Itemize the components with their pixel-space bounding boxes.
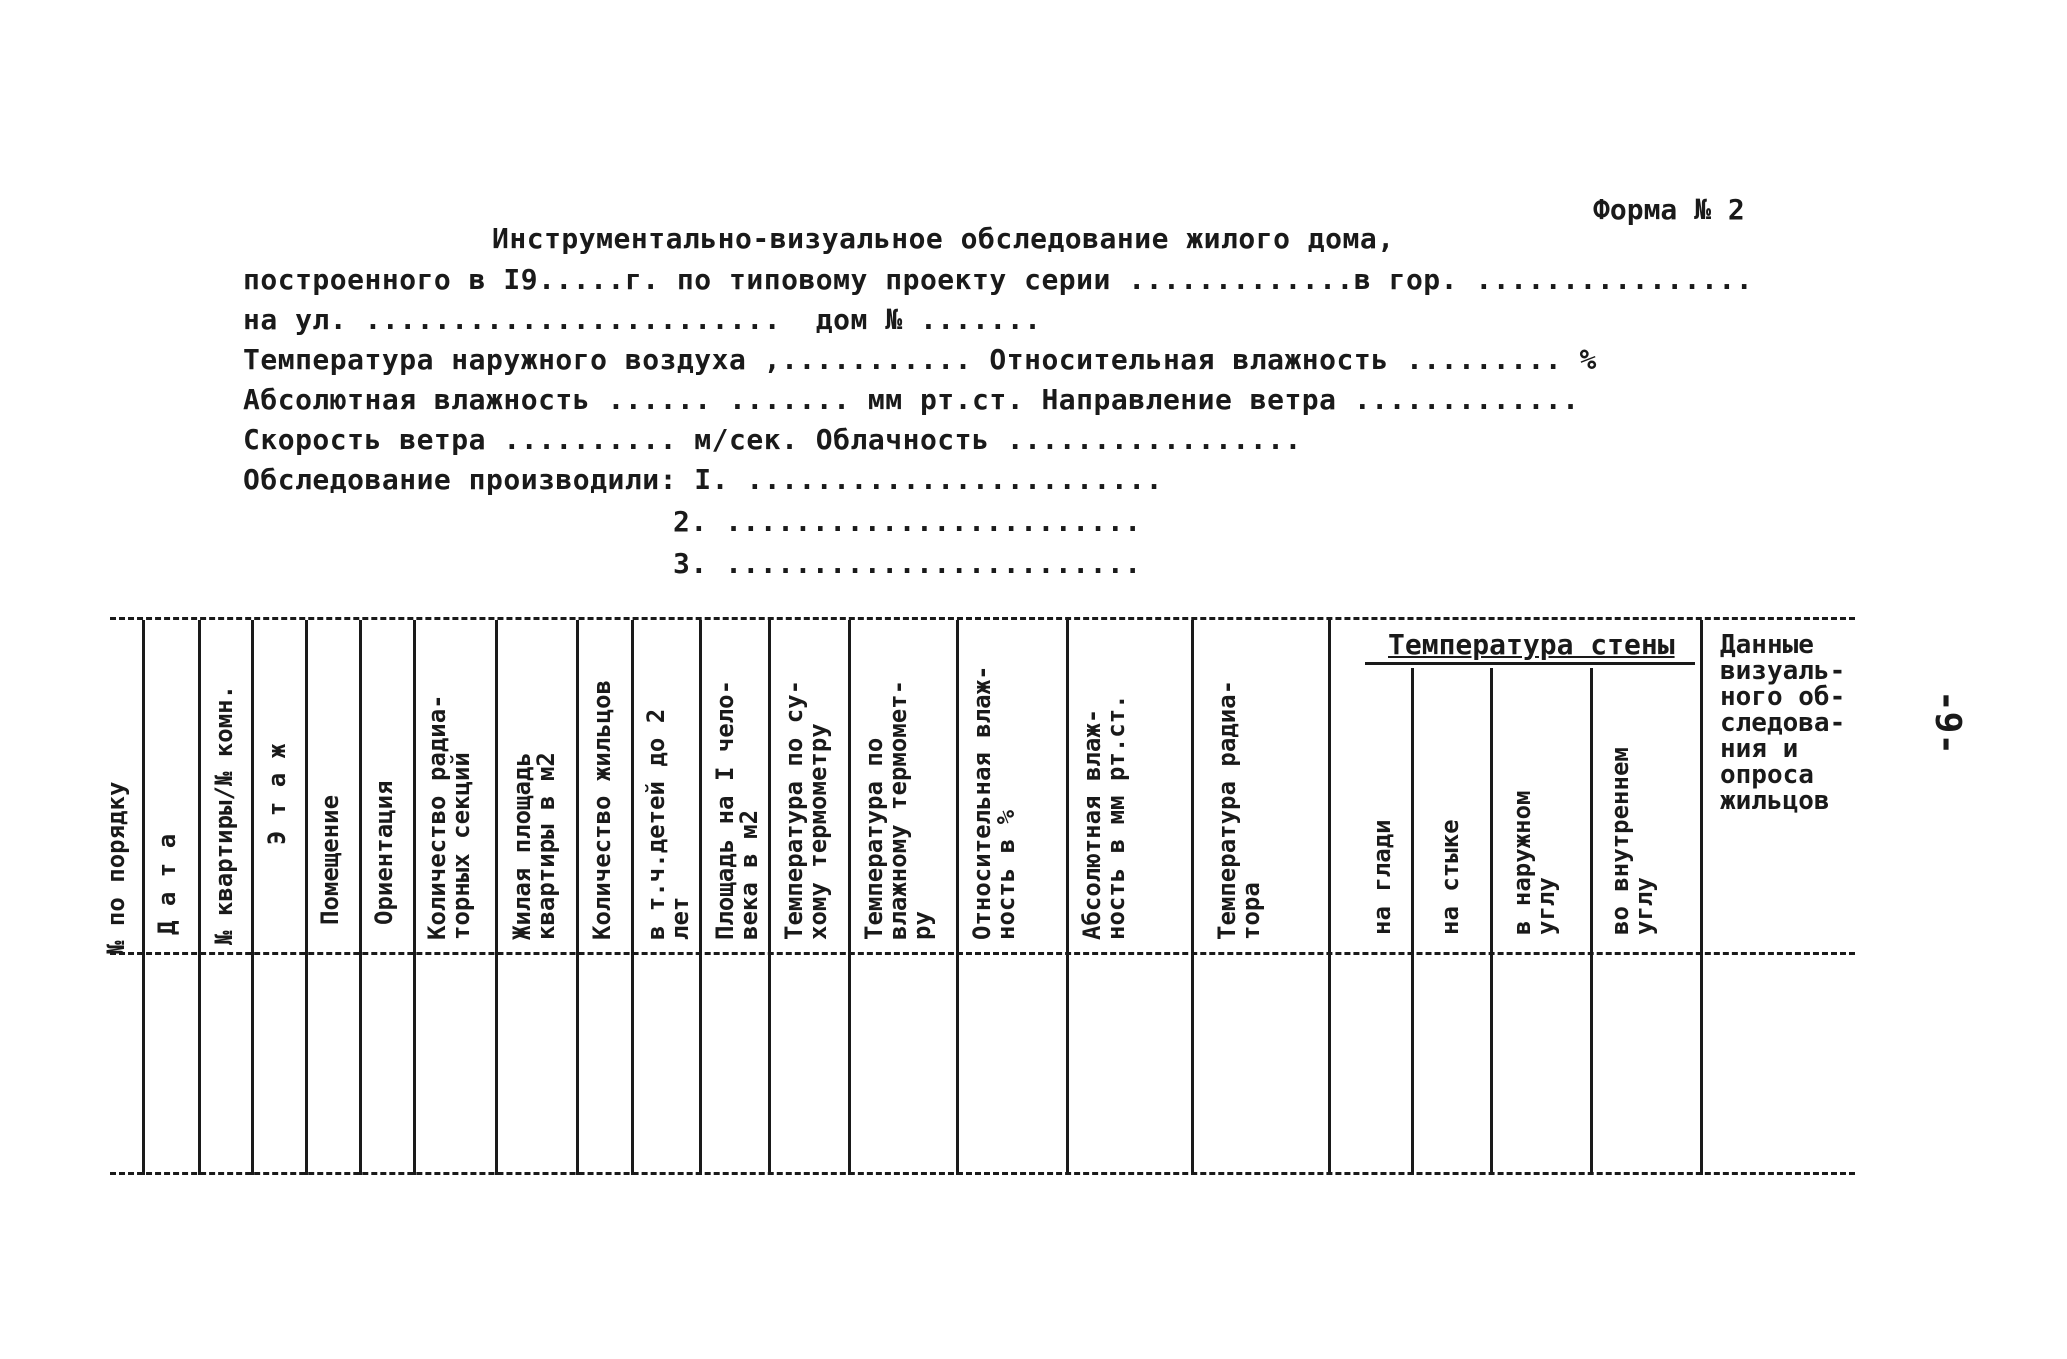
col-header-apartment-room: № квартиры/№ комн. [210, 684, 238, 945]
col-header-wall-surface: на глади [1368, 819, 1396, 935]
col-sep [768, 620, 771, 1175]
col-sep [413, 620, 416, 1175]
col-sep [1700, 620, 1703, 1175]
col-header-wall-inner-corner: во внутреннем углу [1606, 747, 1658, 935]
col-sep [1066, 620, 1069, 1175]
col-header-living-area: Жилая площадь квартиры в м2 [508, 752, 560, 940]
col-header-area-per-person: Площадь на I чело- века в м2 [711, 679, 763, 940]
col-header-relative-humidity: Относительная влаж- ность в % [968, 665, 1020, 940]
table-top-rule [110, 617, 1855, 620]
col-sep [1590, 668, 1593, 1175]
col-header-order: № по порядку [102, 781, 130, 955]
col-sep [359, 620, 362, 1175]
col-header-wall-joint: на стыке [1436, 819, 1464, 935]
col-header-wall-outer-corner: в наружном углу [1508, 790, 1560, 935]
col-header-dry-thermometer: Температура по су- хому термометру [780, 679, 832, 940]
col-sep [1328, 620, 1331, 1175]
col-header-children: в т.ч.детей до 2 лет [642, 708, 694, 940]
header-line-inspectors: Обследование производили: I. ........................ [243, 463, 1163, 496]
col-sep [305, 620, 308, 1175]
col-sep [631, 620, 634, 1175]
form-label: Форма № 2 [1593, 193, 1745, 226]
header-line-inspector-3: 3. ........................ [673, 547, 1142, 580]
wall-group-rule [1365, 662, 1695, 665]
header-title: Инструментально-визуальное обследование жилого дома, [492, 222, 1395, 255]
col-sep [495, 620, 498, 1175]
col-sep [848, 620, 851, 1175]
header-line-construction: построенного в I9.....г. по типовому проекту серии .............в гор. ................ [243, 263, 1754, 296]
header-line-wind: Скорость ветра .......... м/сек. Облачность ................. [243, 423, 1302, 456]
col-sep [198, 620, 201, 1175]
col-sep [1411, 668, 1414, 1175]
col-header-absolute-humidity: Абсолютная влаж- ность в мм рт.ст. [1078, 694, 1130, 940]
col-header-room: Помещение [316, 794, 344, 925]
col-header-wet-thermometer: Температура по влажному термомет- ру [860, 679, 936, 940]
col-header-floor: Э т а ж [263, 743, 291, 845]
col-header-orientation: Ориентация [370, 780, 398, 925]
page-number: -9- [1927, 690, 1968, 756]
header-line-temperature: Температура наружного воздуха ,........... Относительная влажность ......... % [243, 343, 1597, 376]
col-sep [699, 620, 702, 1175]
table-bottom-rule [110, 1172, 1855, 1175]
col-sep [1191, 620, 1194, 1175]
col-header-date: Д а т а [153, 833, 181, 935]
header-line-inspector-2: 2. ........................ [673, 505, 1142, 538]
col-sep [1490, 668, 1493, 1175]
table-header-bottom-rule [110, 952, 1855, 955]
col-sep [142, 620, 145, 1175]
header-line-address: на ул. ........................ дом № ....... [243, 303, 1042, 336]
col-sep [956, 620, 959, 1175]
col-sep [576, 620, 579, 1175]
wall-temperature-group-title: Температура стены [1388, 628, 1675, 661]
col-header-radiator-sections: Количество радиа- торных секций [423, 694, 475, 940]
col-header-residents: Количество жильцов [588, 679, 616, 940]
header-line-humidity: Абсолютная влажность ...... ....... мм рт.ст. Направление ветра ............. [243, 383, 1580, 416]
col-header-radiator-temp: Температура радиа- тора [1213, 679, 1265, 940]
col-header-visual-survey: Данные визуаль- ного об- следова- ния и опроса жильцов [1720, 630, 1846, 816]
col-sep [251, 620, 254, 1175]
